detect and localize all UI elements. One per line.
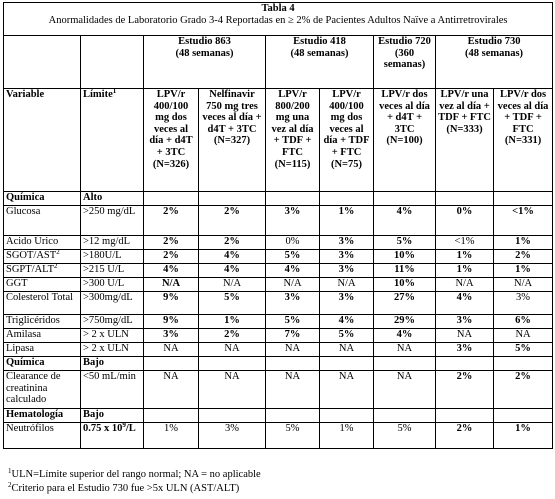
table-row xyxy=(4,278,553,292)
section-level: Bajo xyxy=(81,409,144,423)
section-level: Bajo xyxy=(81,357,144,371)
section-label: Hematología xyxy=(4,409,81,423)
section-header-row xyxy=(4,409,553,423)
empty-cell xyxy=(266,192,320,206)
empty-cell xyxy=(436,192,494,206)
row-variable: Clearance de creatinina calculado xyxy=(4,371,81,409)
value-cell: 1% xyxy=(199,315,266,329)
value-cell: NA xyxy=(144,343,199,357)
value-cell: 5% xyxy=(374,236,436,250)
value-cell: 10% xyxy=(374,278,436,292)
empty-cell xyxy=(199,192,266,206)
row-limit: >180U/L xyxy=(81,250,144,264)
row-limit: 0.75 x $10^9/L$ xyxy=(81,423,144,449)
column-header-arm: LPV/r dos veces al día + d4T + 3TC (N=100) xyxy=(374,89,436,192)
value-cell: 3% xyxy=(436,315,494,329)
value-cell: 4% xyxy=(144,264,199,278)
value-cell: 2% xyxy=(144,236,199,250)
value-cell: 1% xyxy=(320,206,374,236)
value-cell: 10% xyxy=(374,250,436,264)
row-variable: Glucosa xyxy=(4,206,81,236)
footnote: $^1$ULN=Límite superior del rango normal; NA = no aplicable xyxy=(8,467,261,480)
empty-cell xyxy=(266,409,320,423)
table-row xyxy=(4,315,553,329)
blank-header-cell xyxy=(81,36,144,89)
value-cell: 29% xyxy=(374,315,436,329)
row-variable: SGPT/ALT$^2$ xyxy=(4,264,81,278)
value-cell: 9% xyxy=(144,315,199,329)
empty-cell xyxy=(374,357,436,371)
value-cell: 6% xyxy=(494,315,553,329)
value-cell: 2% xyxy=(199,236,266,250)
column-header-arm: LPV/r 400/100 mg dos veces al día + TDF + FTC (N=75) xyxy=(320,89,374,192)
table-row xyxy=(4,423,553,449)
value-cell: N/A xyxy=(436,278,494,292)
row-variable: SGOT/AST$^2$ xyxy=(4,250,81,264)
value-cell: 1% xyxy=(436,264,494,278)
table-title: Tabla 4 xyxy=(261,3,295,14)
value-cell: 3% xyxy=(266,206,320,236)
row-variable: Triglicéridos xyxy=(4,315,81,329)
value-cell: 2% xyxy=(436,371,494,409)
column-header-variable: Variable xyxy=(4,89,81,192)
column-header-arm: Nelfinavir 750 mg tres veces al día + d4T + 3TC (N=327) xyxy=(199,89,266,192)
row-limit: >12 mg/dL xyxy=(81,236,144,250)
column-header-arm: LPV/r 800/200 mg una vez al día + TDF + FTC (N=115) xyxy=(266,89,320,192)
value-cell: 3% xyxy=(320,250,374,264)
value-cell: NA xyxy=(144,371,199,409)
empty-cell xyxy=(144,409,199,423)
value-cell: 0% xyxy=(436,206,494,236)
value-cell: 3% xyxy=(320,292,374,315)
value-cell: 2% xyxy=(199,329,266,343)
value-cell: 1% xyxy=(320,423,374,449)
value-cell: NA xyxy=(374,371,436,409)
value-cell: NA xyxy=(199,371,266,409)
table-row xyxy=(4,292,553,315)
value-cell: <1% xyxy=(436,236,494,250)
table-subtitle: Anormalidades de Laboratorio Grado 3-4 Reportadas en ≥ 2% de Pacientes Adultos Naïve a Antirretrovirales xyxy=(48,14,508,26)
value-cell: NA xyxy=(374,343,436,357)
row-limit: >750mg/dL xyxy=(81,315,144,329)
value-cell: 3% xyxy=(320,264,374,278)
value-cell: 1% xyxy=(494,264,553,278)
value-cell: 5% xyxy=(374,423,436,449)
study-header: Estudio 720 (360 semanas) xyxy=(374,36,436,89)
value-cell: 5% xyxy=(494,343,553,357)
value-cell: NA xyxy=(494,329,553,343)
empty-cell xyxy=(144,357,199,371)
value-cell: 3% xyxy=(320,236,374,250)
row-variable: Colesterol Total xyxy=(4,292,81,315)
value-cell: 3% xyxy=(144,329,199,343)
value-cell: 4% xyxy=(266,264,320,278)
value-cell: 9% xyxy=(144,292,199,315)
value-cell: 5% xyxy=(199,292,266,315)
empty-cell xyxy=(199,357,266,371)
empty-cell xyxy=(144,192,199,206)
study-header: Estudio 418 (48 semanas) xyxy=(266,36,374,89)
value-cell: 1% xyxy=(494,423,553,449)
footnote: $^2$Criterio para el Estudio 730 fue >5x ULN (AST/ALT) xyxy=(8,481,240,494)
value-cell: NA xyxy=(266,343,320,357)
value-cell: 4% xyxy=(436,292,494,315)
row-variable: Acido Úrico xyxy=(4,236,81,250)
value-cell: NA xyxy=(436,329,494,343)
column-header-limit: Límite$^1$ xyxy=(81,89,144,192)
column-header-arm: LPV/r una vez al día + TDF + FTC (N=333) xyxy=(436,89,494,192)
row-limit: >250 mg/dL xyxy=(81,206,144,236)
value-cell: 2% xyxy=(144,250,199,264)
empty-cell xyxy=(320,409,374,423)
value-cell: 4% xyxy=(320,315,374,329)
value-cell: 1% xyxy=(436,250,494,264)
value-cell: 4% xyxy=(374,329,436,343)
table-row xyxy=(4,371,553,409)
section-header-row xyxy=(4,357,553,371)
value-cell: 5% xyxy=(320,329,374,343)
value-cell: 5% xyxy=(266,250,320,264)
blank-header-cell xyxy=(4,36,81,89)
value-cell: 4% xyxy=(199,264,266,278)
lab-abnormalities-table xyxy=(3,2,553,449)
value-cell: 3% xyxy=(436,343,494,357)
value-cell: 7% xyxy=(266,329,320,343)
table-row xyxy=(4,206,553,236)
empty-cell xyxy=(266,357,320,371)
empty-cell xyxy=(436,357,494,371)
value-cell: 0% xyxy=(266,236,320,250)
table-title-cell xyxy=(4,3,553,36)
empty-cell xyxy=(436,409,494,423)
empty-cell xyxy=(494,409,553,423)
value-cell: 2% xyxy=(199,206,266,236)
value-cell: NA xyxy=(320,343,374,357)
value-cell: 3% xyxy=(494,292,553,315)
value-cell: <1% xyxy=(494,206,553,236)
table-row xyxy=(4,343,553,357)
row-limit: <50 mL/min xyxy=(81,371,144,409)
row-variable: Amilasa xyxy=(4,329,81,343)
value-cell: NA xyxy=(266,371,320,409)
value-cell: N/A xyxy=(144,278,199,292)
empty-cell xyxy=(320,357,374,371)
value-cell: N/A xyxy=(199,278,266,292)
table-row xyxy=(4,329,553,343)
study-header: Estudio 863 (48 semanas) xyxy=(144,36,266,89)
value-cell: 4% xyxy=(374,206,436,236)
empty-cell xyxy=(320,192,374,206)
row-variable: GGT xyxy=(4,278,81,292)
table-row xyxy=(4,264,553,278)
empty-cell xyxy=(374,192,436,206)
row-variable: Lipasa xyxy=(4,343,81,357)
study-header: Estudio 730 (48 semanas) xyxy=(436,36,553,89)
section-label: Química xyxy=(4,192,81,206)
value-cell: 11% xyxy=(374,264,436,278)
value-cell: 2% xyxy=(494,371,553,409)
value-cell: 27% xyxy=(374,292,436,315)
empty-cell xyxy=(374,409,436,423)
value-cell: 5% xyxy=(266,315,320,329)
row-limit: >300mg/dL xyxy=(81,292,144,315)
value-cell: 5% xyxy=(266,423,320,449)
section-label: Química xyxy=(4,357,81,371)
value-cell: 3% xyxy=(199,423,266,449)
value-cell: NA xyxy=(320,371,374,409)
value-cell: 1% xyxy=(144,423,199,449)
table-row xyxy=(4,250,553,264)
empty-cell xyxy=(199,409,266,423)
row-limit: >215 U/L xyxy=(81,264,144,278)
row-limit: > 2 x ULN xyxy=(81,329,144,343)
column-header-arm: LPV/r dos veces al día + TDF + FTC (N=331) xyxy=(494,89,553,192)
section-level: Alto xyxy=(81,192,144,206)
section-header-row xyxy=(4,192,553,206)
value-cell: 1% xyxy=(494,236,553,250)
row-limit: >300 U/L xyxy=(81,278,144,292)
table-body xyxy=(4,192,553,449)
value-cell: 4% xyxy=(199,250,266,264)
value-cell: N/A xyxy=(266,278,320,292)
value-cell: 3% xyxy=(266,292,320,315)
value-cell: 2% xyxy=(494,250,553,264)
empty-cell xyxy=(494,192,553,206)
table-row xyxy=(4,236,553,250)
value-cell: NA xyxy=(199,343,266,357)
empty-cell xyxy=(494,357,553,371)
column-header-arm: LPV/r 400/100 mg dos veces al día + d4T + 3TC (N=326) xyxy=(144,89,199,192)
row-variable: Neutrófilos xyxy=(4,423,81,449)
value-cell: N/A xyxy=(320,278,374,292)
value-cell: 2% xyxy=(436,423,494,449)
value-cell: N/A xyxy=(494,278,553,292)
row-limit: > 2 x ULN xyxy=(81,343,144,357)
value-cell: 2% xyxy=(144,206,199,236)
